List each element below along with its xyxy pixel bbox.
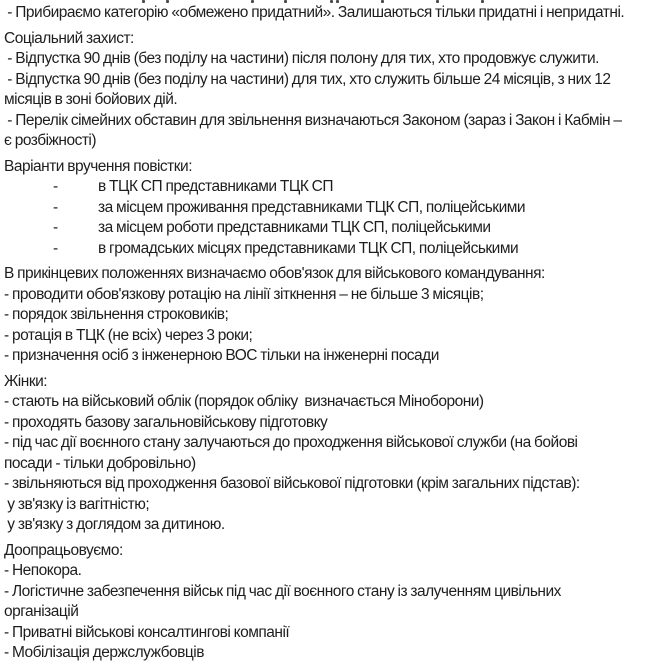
text-line: - під час дії воєнного стану залучаються до проходження військової служби (на бойові [4, 434, 578, 451]
text-line: - Логістичне забезпечення військ під час дії воєнного стану із залученням цивільних [4, 582, 561, 600]
text-line: В прикінцевих положеннях визначаємо обов'язок для військового командування: [4, 265, 545, 282]
bullet-line [4, 218, 660, 239]
text-line: Варіанти вручення повістки: [4, 157, 192, 175]
text-line: Соціальний захист: [4, 29, 134, 47]
text-line: - проводити обов'язкову ротацію на лінії зіткнення – не більше 3 місяців; [4, 285, 484, 303]
bullet-dash: - [53, 219, 58, 236]
text-line: - проходять базову загальновійськову підготовку [4, 413, 328, 431]
text-line: - порядок звільнення строковиків; [4, 306, 229, 323]
text-line: Доопрацьовуємо: [4, 541, 123, 559]
document-page [4, 3, 660, 669]
paragraph-social-protection [4, 29, 660, 152]
text-line: місяців в зоні бойових дій. [4, 91, 178, 108]
bullet-text: за місцем проживання представниками ТЦК СП, поліцейськими [98, 198, 526, 216]
text-line: - стають на військовий облік (порядок обліку визначається Міноборони) [4, 393, 484, 410]
text-line: у зв'язку із вагітністю; [4, 495, 150, 513]
text-line: - Відпустка 90 днів (без поділу на частини) після полону для тих, хто продовжує служити. [4, 50, 599, 67]
bullet-text: в громадських місцях представниками ТЦК СП, поліцейськими [98, 239, 519, 257]
text-line: - Приватні військові консалтингові компанії [4, 623, 290, 641]
text-line: - Мобілізація держслужбовців [4, 644, 204, 661]
paragraph-summons-delivery-options [4, 157, 660, 260]
text-line: у зв'язку з доглядом за дитиною. [4, 516, 225, 533]
text-line: - Прибираємо категорію «обмежено придатний». Залишаються тільки придатні і непридатні. [4, 4, 625, 21]
bullet-dash: - [53, 239, 58, 257]
text-line: посади - тільки добровільно) [4, 454, 196, 472]
paragraph-to-finalize [4, 541, 660, 664]
text-line: організацій [4, 603, 79, 620]
bullet-line [4, 239, 660, 260]
bullet-text: за місцем роботи представниками ТЦК СП, поліцейськими [98, 219, 491, 236]
text-line: - Перелік сімейних обставин для звільнення визначаються Законом (зараз і Закон і Кабмін – [4, 111, 622, 129]
paragraph-women [4, 372, 660, 536]
bullet-line [4, 177, 660, 198]
text-line: - Непокора. [4, 562, 82, 579]
bullet-line [4, 198, 660, 219]
text-line: - звільняються від проходження базової військової підготовки (крім загальних підстав): [4, 475, 580, 492]
paragraph-final-provisions [4, 264, 660, 367]
text-line: - ротація в ТЦК (не всіх) через 3 роки; [4, 326, 253, 344]
text-line: - призначення осіб з інженерною ВОС тільки на інженерні посади [4, 347, 439, 364]
text-line: є розбіжності) [4, 132, 97, 149]
bullet-dash: - [53, 198, 58, 216]
bullet-dash: - [53, 178, 58, 195]
paragraph-fitness-category [4, 3, 660, 24]
bullet-text: в ТЦК СП представниками ТЦК СП [98, 178, 334, 195]
text-line: - Відпустка 90 днів (без поділу на частини) для тих, хто служить більше 24 місяців, з них 12 [4, 70, 611, 88]
text-line: Жінки: [4, 372, 48, 390]
